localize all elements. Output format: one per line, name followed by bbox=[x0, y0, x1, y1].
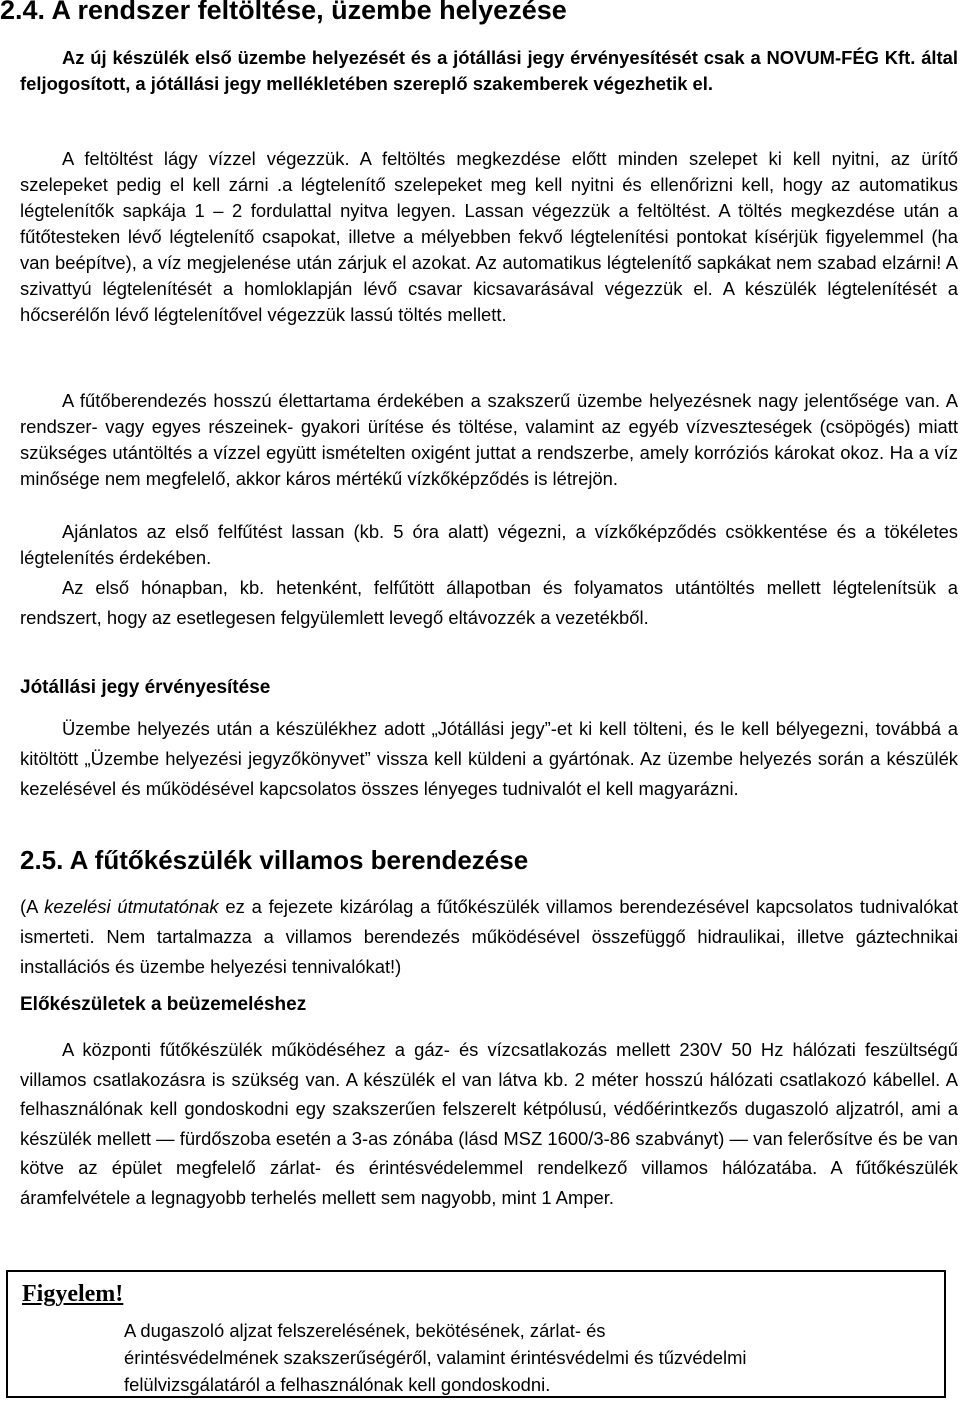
section-heading-2-4: 2.4. A rendszer feltöltése, üzembe helyezése bbox=[0, 0, 567, 25]
filling-paragraph: A feltöltést lágy vízzel végezzük. A feltöltés megkezdése előtt minden szelepet ki kell nyitni, az ürítő szelepeket pedig el kell zárni .a légtelenítő szelepeket meg kell nyitni és ellenőrizni kell, hogy az automatikus légtelenítők sapkája 1 – 2 fordulattal nyitva legyen. Lassan végezzük a feltöltést. A töltés megkezdése után a fűtőtesteken lévő légtelenítő csapokat, illetve a mélyebben fekvő légtelenítési pontokat kísérjük figyelemmel (ha van beépítve), a víz megjelenése után zárjuk el azokat. Az automatikus légtelenítő sapkákat nem szabad elzárni! A szivattyú légtelenítését a homloklapján lévő csavar kicsavarásával végezzük el. A készülék légtelenítését a hőcserélőn lévő légtelenítővel végezzük lassú töltés mellett. bbox=[20, 148, 958, 325]
warning-title: Figyelem! bbox=[22, 1281, 124, 1307]
warning-text bbox=[124, 1317, 932, 1398]
intro-open-text: (A bbox=[20, 896, 45, 917]
warning-line-1: A dugaszoló aljzat felszerelésének, bekötésének, zárlat- és bbox=[124, 1320, 606, 1341]
warranty-paragraph: Üzembe helyezés után a készülékhez adott „Jótállási jegy”-et ki kell tölteni, és le kell bélyegezni, továbbá a kitöltött „Üzembe helyezési jegyzőkönyvet” vissza kell küldeni a gyártónak. Az üzembe helyezés során a készülék kezelésével és működésével kapcsolatos összes lényeges tudnivalót el kell magyarázni. bbox=[20, 718, 958, 800]
section-heading-2-5: 2.5. A fűtőkészülék villamos berendezése bbox=[20, 845, 529, 875]
preparation-paragraph: A központi fűtőkészülék működéséhez a gáz- és vízcsatlakozás mellett 230V 50 Hz hálózati feszültségű villamos csatlakozásra is szükség van. A készülék el van látva kb. 2 méter hosszú hálózati csatlakozó kábellel. A felhasználónak kell gondoskodni egy szakszerűen felszerelt kétpólusú, védőérintkezős dugaszoló aljzatról, ami a készülék mellett — fürdőszoba esetén a 3-as zónába (lásd MSZ 1600/3-86 szabványt) — van felerősítve és be van kötve az épület megfelelő zárlat- és érintésvédelemmel rendelkező villamos hálózatába. A fűtőkészülék áramfelvétele a legnagyobb terhelés mellett sem nagyobb, mint 1 Amper. bbox=[20, 1039, 958, 1208]
heating-longevity-paragraph: A fűtőberendezés hosszú élettartama érdekében a szakszerű üzembe helyezésnek nagy jelentősége van. A rendszer- vagy egyes részeinek- gyakori ürítése és töltése, valamint az egyéb vízveszteségek (csöpögés) miatt szükséges utántöltés a vízzel együtt ismételten oxigént juttat a rendszerbe, amely korróziós károkat okoz. Ha a víz minősége nem megfelelő, akkor káros mértékű vízkőképződés is létrejön. bbox=[20, 390, 958, 489]
first-month-paragraph: Az első hónapban, kb. hetenként, felfűtött állapotban és folyamatos utántöltés mellett légtelenítsük a rendszert, hogy az esetlegesen felgyülemlett levegő eltávozzék a vezetékből. bbox=[20, 577, 958, 628]
first-heating-paragraph: Ajánlatos az első felfűtést lassan (kb. 5 óra alatt) végezni, a vízkőképződés csökkentése és a tökéletes légtelenítés érdekében. bbox=[20, 521, 958, 568]
electrical-intro-paragraph bbox=[20, 892, 958, 982]
warning-line-3: felülvizsgálatáról a felhasználónak kell gondoskodni. bbox=[124, 1374, 551, 1395]
intro-paragraph: Az új készülék első üzembe helyezését és a jótállási jegy érvényesítését csak a NOVUM-FÉG Kft. által feljogosított, a jótállási jegy mellékletében szereplő szakemberek végezhetik el. bbox=[20, 47, 958, 94]
manual-name-italic: kezelési útmutatónak bbox=[44, 896, 219, 917]
warranty-heading: Jótállási jegy érvényesítése bbox=[20, 677, 271, 698]
warning-line-2: érintésvédelmének szakszerűségéről, valamint érintésvédelmi és tűzvédelmi bbox=[124, 1347, 747, 1368]
intro-rest-text: ez a fejezete kizárólag a fűtőkészülék villamos berendezésével kapcsolatos tudnivalókat ismerteti. Nem tartalmazza a villamos berendezés működésével összefüggő hidraulikai, illetve gáztechnikai installációs és üzembe helyezési tennivalókat!) bbox=[20, 896, 958, 978]
preparation-heading: Előkészületek a beüzemeléshez bbox=[20, 994, 307, 1015]
